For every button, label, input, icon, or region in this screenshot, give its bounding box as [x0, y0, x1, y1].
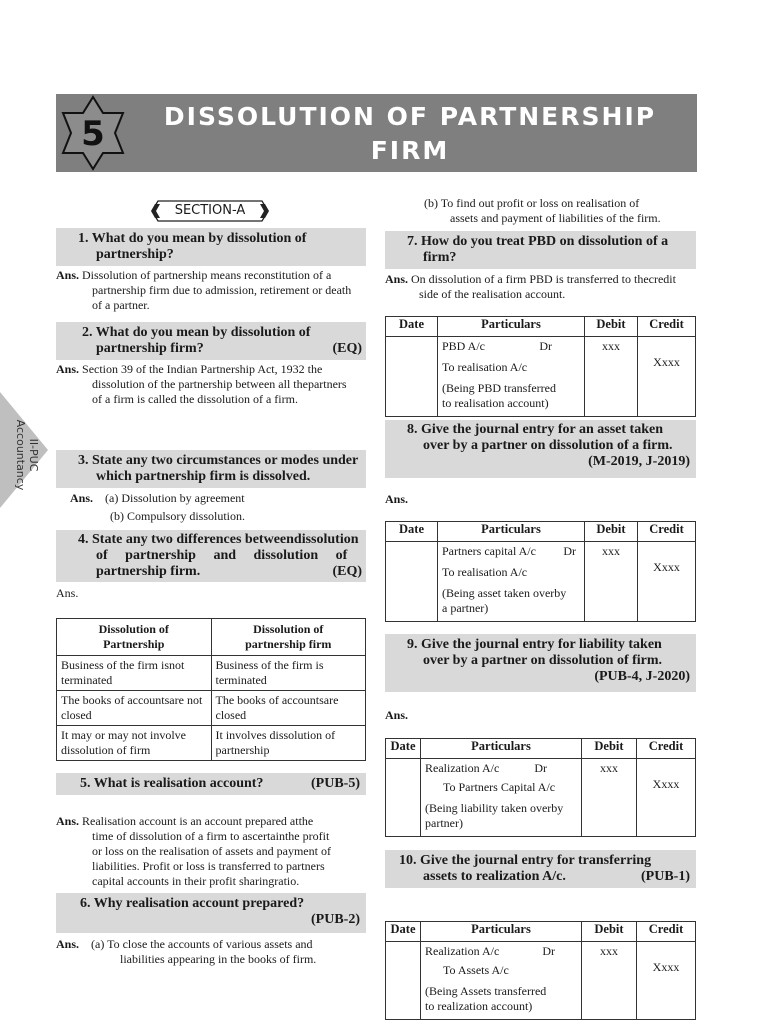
section-label: SECTION-A: [174, 203, 246, 218]
journal-table-asset: [385, 521, 696, 622]
table-header-row: Dissolution of Partnership Dissolution of partnership firm: [57, 619, 366, 656]
journal-table-pbd: [385, 316, 696, 417]
answer-4-label: Ans.: [56, 586, 79, 600]
answer-3: Ans. (a) Dissolution by agreement (b) Compulsory dissolution.: [70, 491, 246, 523]
table-row: Realization A/c Dr To Partners Capital A/c (Being liability taken overby partner) xxx Xxxx: [386, 759, 696, 837]
side-tab-line1: II-PUC: [27, 438, 40, 472]
table-header-row: Date Particulars Debit Credit: [386, 739, 696, 759]
answer-1: Ans. Dissolution of partnership means reconstitution of a partnership firm due to admission, retirement or death of a partner.: [56, 268, 352, 312]
chapter-number: 5: [81, 114, 105, 154]
table-row: Business of the firm isnot terminated Business of the firm is terminated: [57, 656, 366, 691]
answer-6a: Ans. (a) To close the accounts of various assets and liabilities appearing in the books of firm.: [56, 937, 317, 966]
question-4: 4. State any two differences betweendissolution of partnership and dissolution of partnership firm. (EQ): [56, 530, 366, 582]
table-row: It may or may not involve dissolution of firm It involves dissolution of partnership: [57, 726, 366, 761]
journal-table-liability: [385, 738, 696, 837]
chapter-star-icon: [58, 95, 128, 171]
question-9: 9. Give the journal entry for liability taken over by a partner on dissolution of firm. (PUB-4, J-2020): [385, 634, 696, 692]
journal-table-assets-transfer: [385, 921, 696, 1020]
table-header-row: Date Particulars Debit Credit: [386, 922, 696, 942]
answer-5: Ans. Realisation account is an account prepared atthe time of dissolution of a firm to ascertainthe profit or loss on the realisation of assets and payment of liabilities. Profit or loss is transferred to partners capital accounts in their profit sharingratio.: [56, 814, 331, 888]
table-row: Partners capital A/c Dr To realisation A/c (Being asset taken overby a partner) xxx Xxxx: [386, 542, 696, 622]
answer-2: Ans. Section 39 of the Indian Partnership Act, 1932 the dissolution of the partnership between all thepartners of a firm is called the dissolution of a firm.: [56, 362, 347, 406]
question-10: 10. Give the journal entry for transferring assets to realization A/c. (PUB-1): [385, 850, 696, 888]
comparison-table: [56, 618, 366, 761]
answer-9-label: Ans.: [385, 708, 409, 722]
chapter-title-line1: DISSOLUTION OF PARTNERSHIP: [163, 102, 657, 131]
answer-8-label: Ans.: [385, 492, 409, 506]
question-2: 2. What do you mean by dissolution of partnership firm? (EQ): [56, 322, 366, 360]
question-1: 1. What do you mean by dissolution of partnership?: [56, 228, 366, 266]
question-3: 3. State any two circumstances or modes under which partnership firm is dissolved.: [56, 450, 366, 488]
answer-7: Ans. On dissolution of a firm PBD is transferred to thecredit side of the realisation account.: [385, 272, 676, 301]
chapter-title-line2: FIRM: [370, 136, 450, 165]
question-6: 6. Why realisation account prepared? (PUB-2): [56, 893, 366, 933]
side-tab-line2: Accountancy: [14, 419, 27, 491]
answer-6b: (b) To find out profit or loss on realisation of assets and payment of liabilities of the firm.: [424, 196, 661, 225]
table-row: PBD A/c Dr To realisation A/c (Being PBD transferred to realisation account) xxx Xxxx: [386, 337, 696, 417]
table-header-row: Date Particulars Debit Credit: [386, 522, 696, 542]
table-row: Realization A/c Dr To Assets A/c (Being Assets transferred to realization account) xxx Xxxx: [386, 942, 696, 1020]
table-header-row: Date Particulars Debit Credit: [386, 317, 696, 337]
question-5: 5. What is realisation account? (PUB-5): [56, 773, 366, 795]
table-row: The books of accountsare not closed The books of accountsare closed: [57, 691, 366, 726]
question-8: 8. Give the journal entry for an asset taken over by a partner on dissolution of a firm. (M-2019, J-2019): [385, 420, 696, 478]
side-tab-label: [14, 396, 40, 514]
chapter-title: [140, 100, 680, 168]
question-7: 7. How do you treat PBD on dissolution of a firm?: [385, 231, 696, 269]
